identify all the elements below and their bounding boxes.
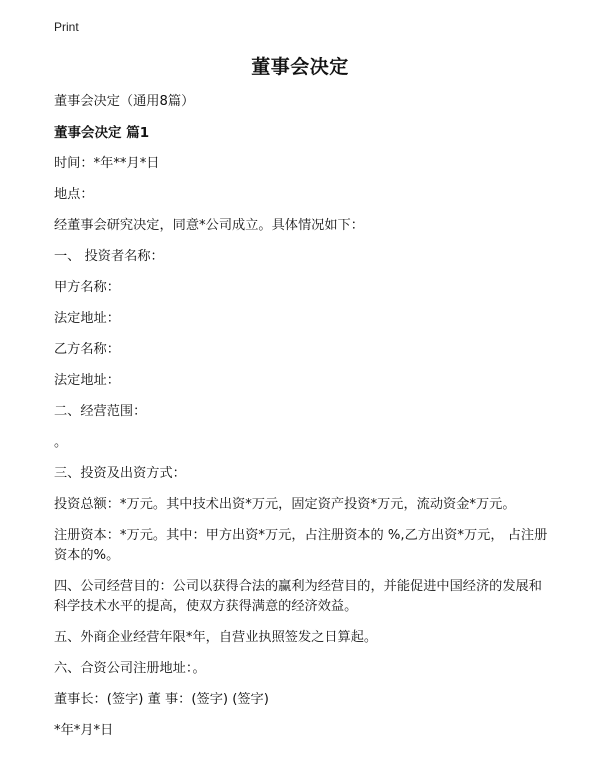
paragraph-operating-term: 五、外商企业经营年限*年，自营业执照签发之日算起。 — [54, 630, 378, 645]
paragraph-party-a-name: 甲方名称： — [54, 280, 120, 295]
paragraph-investment-heading: 三、投资及出资方式： — [54, 466, 186, 481]
paragraph-intro: 经董事会研究决定，同意*公司成立。具体情况如下： — [54, 218, 364, 233]
paragraph-registered-capital: 注册资本：*万元。其中：甲方出资*万元，占注册资本的 %,乙方出资*万元， 占注册资本的%。 — [54, 528, 548, 563]
paragraph-registered-address: 六、合资公司注册地址：。 — [54, 661, 206, 676]
print-label: Print — [54, 20, 79, 34]
paragraph-time: 时间：*年**月*日 — [54, 156, 160, 171]
paragraph-business-purpose: 四、公司经营目的：公司以获得合法的赢利为经营目的，并能促进中国经济的发展和科学技术水平的提高，使双方获得满意的经济效益。 — [54, 579, 542, 614]
document-body — [54, 92, 554, 752]
document-subtitle: 董事会决定（通用8篇） — [54, 94, 195, 109]
section-heading: 董事会决定 篇1 — [54, 125, 150, 141]
paragraph-scope-value: 。 — [54, 435, 68, 450]
paragraph-location: 地点： — [54, 187, 94, 202]
paragraph-investor-heading: 一、 投资者名称： — [54, 249, 164, 264]
paragraph-party-a-address: 法定地址： — [54, 311, 120, 326]
paragraph-total-investment: 投资总额：*万元。其中技术出资*万元，固定资产投资*万元，流动资金*万元。 — [54, 497, 516, 512]
paragraph-scope-heading: 二、经营范围： — [54, 404, 147, 419]
document-title: 董事会决定 — [251, 56, 349, 78]
paragraph-party-b-address: 法定地址： — [54, 373, 120, 388]
paragraph-party-b-name: 乙方名称： — [54, 342, 120, 357]
paragraph-date: *年*月*日 — [54, 723, 114, 738]
paragraph-signatures: 董事长：(签字) 董 事：(签字) (签字) — [54, 692, 269, 707]
